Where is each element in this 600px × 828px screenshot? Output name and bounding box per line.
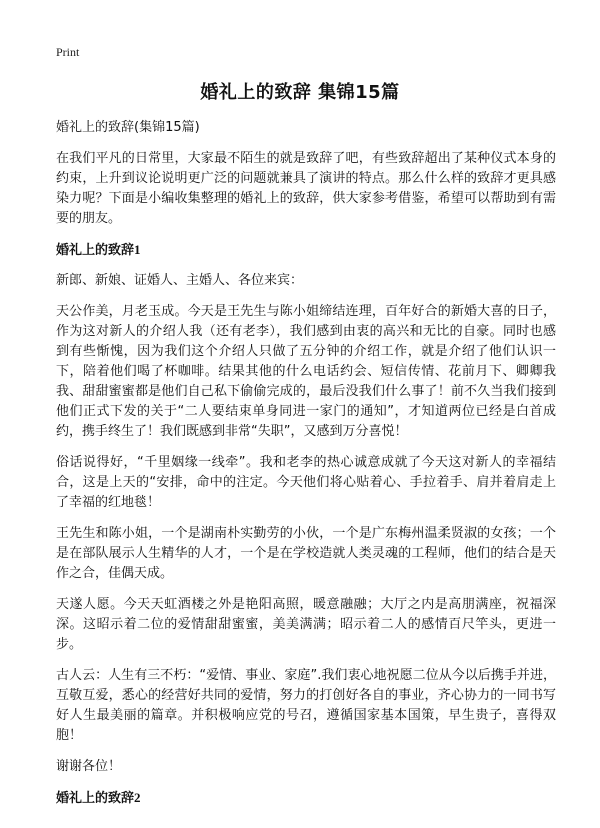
body-paragraph: 王先生和陈小姐，一个是湖南朴实勤劳的小伙，一个是广东梅州温柔贤淑的女孩；一个是在部队展示人生精华的人才，一个是在学校造就人类灵魂的工程师，他们的结合是天作之合，佳偶天成。	[56, 526, 556, 581]
document-subtitle: 婚礼上的致辞(集锦15篇)	[56, 120, 200, 135]
document-body	[56, 118, 556, 819]
print-link[interactable]: Print	[56, 45, 80, 59]
section-heading-1: 婚礼上的致辞1	[56, 242, 141, 257]
document-title: 婚礼上的致辞 集锦15篇	[200, 82, 400, 103]
body-paragraph: 俗话说得好，“千里姻缘一线牵”。我和老李的热心诚意成就了今天这对新人的幸福结合，这是上天的“安排，命中的注定。今天他们将心贴着心、手拉着手、肩并着肩走上了幸福的红地毯！	[56, 455, 556, 510]
body-paragraph: 天公作美，月老玉成。今天是王先生与陈小姐缔结连理，百年好合的新婚大喜的日子，作为这对新人的介绍人我（还有老李），我们感到由衷的高兴和无比的自豪。同时也感到有些惭愧，因为我们这个介绍人只做了五分钟的介绍工作，就是介绍了他们认识一下，陪着他们喝了杯咖啡。结果其他的什么电话约会、短信传情、花前月下、卿卿我我、甜甜蜜蜜都是他们自己私下偷偷完成的，最后没我们什么事了！前不久当我们接到他们正式下发的关于“二人要结束单身同进一家门的通知”，才知道两位已经是白首成约，携手终生了！我们既感到非常“失职”，又感到万分喜悦！	[56, 304, 556, 439]
closing-paragraph: 谢谢各位！	[56, 759, 122, 774]
body-paragraph: 古人云：人生有三不朽：“爱情、事业、家庭”.我们衷心地祝愿二位从今以后携手并进，互敬互爱，悉心的经营好共同的爱情，努力的打创好各自的事业，齐心协力的一同书写好人生最美丽的篇章。并积极响应党的号召，遵循国家基本国策，早生贵子，喜得双胞！	[56, 668, 556, 743]
body-paragraph: 天遂人愿。今天天虹酒楼之外是艳阳高照，暖意融融；大厅之内是高朋满座，祝福深深。这昭示着二位的爱情甜甜蜜蜜，美美满满；昭示着二人的感情百尺竿头，更进一步。	[56, 597, 556, 652]
intro-paragraph: 在我们平凡的日常里，大家最不陌生的就是致辞了吧，有些致辞超出了某种仪式本身的约束，上升到议论说明更广泛的问题就兼具了演讲的特点。那么什么样的致辞才更具感染力呢？下面是小编收集整理的婚礼上的致辞，供大家参考借鉴，希望可以帮助到有需要的朋友。	[56, 151, 556, 226]
section-heading-2: 婚礼上的致辞2	[56, 790, 141, 805]
salutation-paragraph: 新郎、新娘、证婚人、主婚人、各位来宾：	[56, 273, 304, 288]
